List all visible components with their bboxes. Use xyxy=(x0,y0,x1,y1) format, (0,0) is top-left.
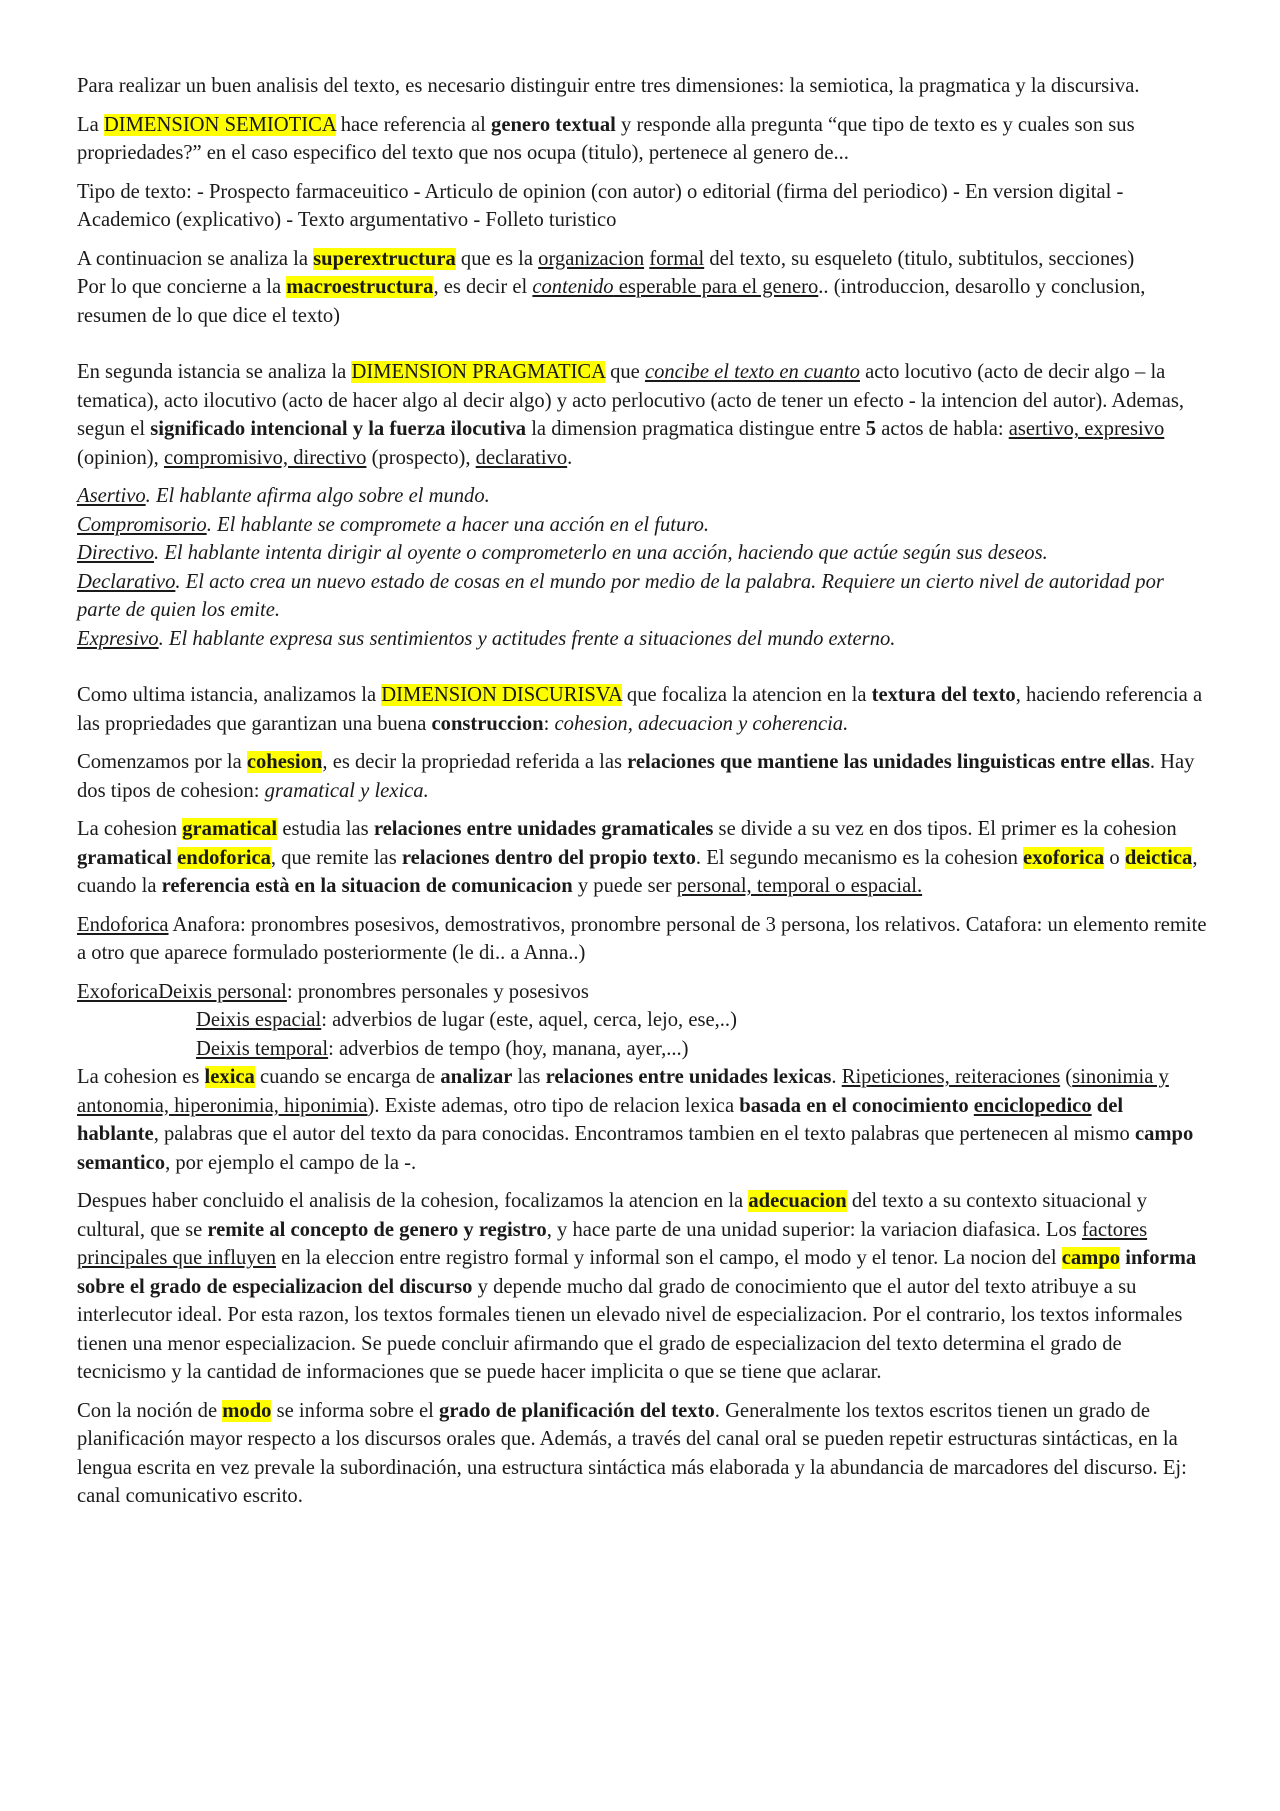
text-run: : xyxy=(543,712,555,735)
text-run: Como ultima istancia, analizamos la xyxy=(77,684,382,706)
text-run: Anafora: pronombres posesivos, demostrativos, pronombre personal de 3 persona, los relativos. Catafora: un elemento remite a otro que aparece formulado posteriormente (le di.. a Anna..) xyxy=(77,913,1207,964)
highlighted-term: modo xyxy=(222,1399,272,1422)
text-run: declarativo xyxy=(475,446,568,469)
highlighted-term: adecuacion xyxy=(748,1190,847,1212)
text-run: La cohesion es xyxy=(77,1066,205,1088)
text-run: : adverbios de tempo (hoy, manana, ayer,...) xyxy=(328,1037,689,1060)
text-run: Compromisorio xyxy=(77,513,207,536)
paragraph xyxy=(77,273,1207,330)
text-run: del hablante xyxy=(77,1094,1124,1145)
highlighted-term: superextructura xyxy=(313,247,456,270)
text-run: Con la noción de xyxy=(77,1399,223,1422)
highlighted-term: exoforica xyxy=(1023,846,1105,869)
text-run: (opinion), xyxy=(77,446,164,469)
text-run: personal, temporal o espacial. xyxy=(676,875,923,897)
paragraph xyxy=(77,978,1207,1007)
text-run: gramatical xyxy=(77,846,172,869)
text-run: contenido xyxy=(532,276,614,298)
text-run: construccion xyxy=(431,712,544,735)
paragraph xyxy=(77,111,1207,168)
text-run: o xyxy=(1104,846,1125,869)
text-run: del texto a su contexto situacional y cultural, que se xyxy=(77,1190,1147,1241)
paragraph xyxy=(77,568,1207,625)
paragraph xyxy=(77,681,1207,738)
text-run: concibe el texto en cuanto xyxy=(644,361,860,383)
text-run: formal xyxy=(649,247,705,270)
text-run: , que remite las xyxy=(270,846,402,869)
text-run: significado intencional y la fuerza ilocutiva xyxy=(150,418,527,440)
text-run: Asertivo xyxy=(77,485,146,507)
paragraph xyxy=(77,1035,1207,1064)
text-run: Directivo xyxy=(77,542,155,564)
highlighted-term: deictica xyxy=(1124,846,1193,869)
text-run: . El segundo mecanismo es la cohesion xyxy=(695,846,1024,869)
highlighted-term: DIMENSION DISCURISVA xyxy=(381,684,622,706)
text-run: ). Existe ademas, otro tipo de relacion lexica xyxy=(367,1094,740,1117)
text-run: basada en el conocimiento xyxy=(739,1094,974,1117)
paragraph xyxy=(77,911,1207,968)
text-run: hace referencia al xyxy=(335,113,492,136)
paragraph xyxy=(77,625,1207,654)
text-run: , por ejemplo el campo de la -. xyxy=(165,1151,417,1174)
text-run: que focaliza la atencion en la xyxy=(621,684,872,706)
text-run: actos de habla: xyxy=(876,418,1009,440)
text-run: La cohesion xyxy=(77,818,183,840)
text-run: La xyxy=(77,113,104,136)
text-run: . El hablante expresa sus sentimientos y actitudes frente a situaciones del mundo externo. xyxy=(158,627,896,650)
text-run: estudia las xyxy=(277,818,374,840)
text-run: Ripeticiones, reiteraciones xyxy=(841,1066,1061,1088)
text-run: relaciones entre unidades gramaticales xyxy=(373,818,714,840)
text-run: referencia està en la situacion de comunicacion xyxy=(161,875,573,897)
text-run: Despues haber concluido el analisis de la cohesion, focalizamos la atencion en la xyxy=(77,1190,749,1212)
text-run: cohesion, adecuacion y coherencia. xyxy=(554,712,849,735)
text-run: asertivo, expresivo xyxy=(1008,418,1165,440)
text-run: , cuando la xyxy=(77,846,1198,897)
highlighted-term: cohesion xyxy=(246,751,323,773)
text-run: factores principales que influyen xyxy=(77,1218,1148,1269)
paragraph xyxy=(77,539,1207,568)
text-run: Declarativo xyxy=(77,570,176,593)
highlighted-term: endoforica xyxy=(177,846,271,869)
text-run: textura del texto xyxy=(871,684,1016,706)
text-run: Deixis espacial xyxy=(196,1009,322,1031)
text-run: relaciones entre unidades lexicas xyxy=(545,1066,832,1088)
text-run: las xyxy=(512,1066,546,1088)
text-run: Deixis temporal xyxy=(196,1037,329,1060)
text-run: Para realizar un buen analisis del texto, es necesario distinguir entre tres dimensiones: la semiotica, la pragmatica y la discursiva. xyxy=(77,75,1140,97)
text-run: enciclopedico xyxy=(973,1094,1092,1117)
paragraph xyxy=(77,1063,1207,1177)
text-run: genero textual xyxy=(491,113,616,136)
text-run: Tipo de texto: - Prospecto farmaceuitico - Articulo de opinion (con autor) o editorial (firma del periodico) - En version digital - Academico (explicativo) - Texto argumentativo - Folleto turistico xyxy=(77,180,1124,231)
text-run: : adverbios de lugar (este, aquel, cerca, lejo, ese,..) xyxy=(321,1009,737,1031)
text-run: gramatical y lexica. xyxy=(264,779,429,802)
text-run: analizar xyxy=(440,1066,513,1088)
text-run: que xyxy=(604,361,645,383)
paragraph xyxy=(77,1187,1207,1387)
text-run: ( xyxy=(1060,1066,1073,1088)
text-run: : pronombres personales y posesivos xyxy=(286,980,589,1003)
text-run: acto locutivo (acto de decir algo – la tematica), acto ilocutivo (acto de hacer algo al decir algo) y acto perlocutivo (acto de tener un efecto - la intencion del autor). Ademas, segun el xyxy=(77,361,1184,440)
text-run: se divide a su vez en dos tipos. El primer es la cohesion xyxy=(713,818,1177,840)
paragraph xyxy=(77,1397,1207,1511)
paragraph xyxy=(77,245,1207,274)
text-run: , y hace parte de una unidad superior: la variacion diafasica. Los xyxy=(546,1218,1082,1241)
text-run: ExoforicaDeixis personal xyxy=(77,980,287,1003)
highlighted-term: lexica xyxy=(204,1066,255,1088)
paragraph xyxy=(77,511,1207,540)
paragraph xyxy=(77,358,1207,472)
text-run: grado de planificación del texto xyxy=(439,1399,715,1422)
text-run: organizacion xyxy=(538,247,645,270)
text-run: . xyxy=(831,1066,842,1088)
paragraph xyxy=(77,748,1207,805)
text-run: Comenzamos por la xyxy=(77,751,247,773)
text-run: y depende mucho dal grado de conocimiento que el autor del texto atribuye a su interlecutor ideal. Por esta razon, los textos formales tienen un elevado nivel de especializacion. Por el contrario, los textos informales tienen una menor especializacion. Se puede concluir afirmando que el grado de especializacion del texto determina el grado de tecnicismo y la cantidad de informaciones que se puede hacer implicita o que se tiene que aclarar. xyxy=(77,1275,1183,1383)
text-run: . El acto crea un nuevo estado de cosas en el mundo por medio de la palabra. Requiere un cierto nivel de autoridad por parte de quien los emite. xyxy=(77,570,1164,621)
paragraph xyxy=(77,815,1207,901)
text-run: se informa sobre el xyxy=(271,1399,440,1422)
text-run: esperable para el genero xyxy=(613,276,819,298)
text-run: 5 xyxy=(865,418,877,440)
text-run: . El hablante se compromete a hacer una acción en el futuro. xyxy=(206,513,710,536)
text-run: que es la xyxy=(455,247,539,270)
text-run: . xyxy=(567,446,573,469)
text-run: en la eleccion entre registro formal y informal son el campo, el modo y el tenor. La nocion del xyxy=(276,1247,1062,1269)
text-run: y responde alla pregunta “que tipo de texto es y cuales son sus propriedades?” en el caso especifico del texto que nos ocupa (titulo), pertenece al genero de... xyxy=(77,113,1135,164)
text-run: remite al concepto de genero y registro xyxy=(207,1218,547,1241)
paragraph xyxy=(77,72,1207,101)
text-run: informa sobre el grado de especializacion del discurso xyxy=(77,1247,1197,1298)
highlighted-term: campo xyxy=(1061,1247,1121,1269)
text-run: compromisivo, directivo xyxy=(163,446,367,469)
text-run: campo semantico xyxy=(77,1123,1194,1174)
highlighted-term: macroestructura xyxy=(286,276,434,298)
text-run: , palabras que el autor del texto da para conocidas. Encontramos tambien en el texto palabras que pertenecen al mismo xyxy=(153,1123,1135,1145)
text-run: del texto, su esqueleto (titulo, subtitulos, secciones) xyxy=(704,247,1135,270)
text-run: A continuacion se analiza la xyxy=(77,247,314,270)
text-run: , es decir la propriedad referida a las xyxy=(322,751,628,773)
text-run: sinonimia y antonomia, hiperonimia, hiponimia xyxy=(77,1066,1169,1117)
text-run: . Hay dos tipos de cohesion: xyxy=(77,751,1195,802)
document-body xyxy=(77,72,1207,1521)
highlighted-term: DIMENSION PRAGMATICA xyxy=(351,361,605,383)
text-run: En segunda istancia se analiza la xyxy=(77,361,352,383)
text-run: relaciones que mantiene las unidades linguisticas entre ellas xyxy=(627,751,1150,773)
text-run: , haciendo referencia a las propriedades que garantizan una buena xyxy=(77,684,1203,735)
text-run: y puede ser xyxy=(572,875,677,897)
paragraph xyxy=(77,482,1207,511)
text-run: . Generalmente los textos escritos tienen un grado de planificación mayor respecto a los discursos orales que. Además, a través del canal oral se pueden repetir estructuras sintácticas, en la lengua escrita en vez prevale la subordinación, una estructura sintáctica más elaborada y la abundancia de marcadores del discurso. Ej: canal comunicativo escrito. xyxy=(77,1399,1187,1507)
paragraph xyxy=(77,178,1207,235)
text-run: . El hablante afirma algo sobre el mundo. xyxy=(145,485,490,507)
text-run: cuando se encarga de xyxy=(254,1066,441,1088)
text-run: la dimension pragmatica distingue entre xyxy=(526,418,866,440)
text-run: Por lo que concierne a la xyxy=(77,276,287,298)
text-run: .. (introduccion, desarollo y conclusion, resumen de lo que dice el texto) xyxy=(77,276,1146,327)
text-run: Endoforica xyxy=(77,913,169,936)
highlighted-term: gramatical xyxy=(182,818,278,840)
paragraph xyxy=(77,1006,1207,1035)
text-run: (prospecto), xyxy=(366,446,476,469)
text-run: , es decir el xyxy=(433,276,533,298)
text-run: relaciones dentro del propio texto xyxy=(401,846,696,869)
highlighted-term: DIMENSION SEMIOTICA xyxy=(103,113,336,136)
text-run: Expresivo xyxy=(77,627,159,650)
text-run: . El hablante intenta dirigir al oyente o comprometerlo en una acción, haciendo que actúe según sus deseos. xyxy=(154,542,1048,564)
